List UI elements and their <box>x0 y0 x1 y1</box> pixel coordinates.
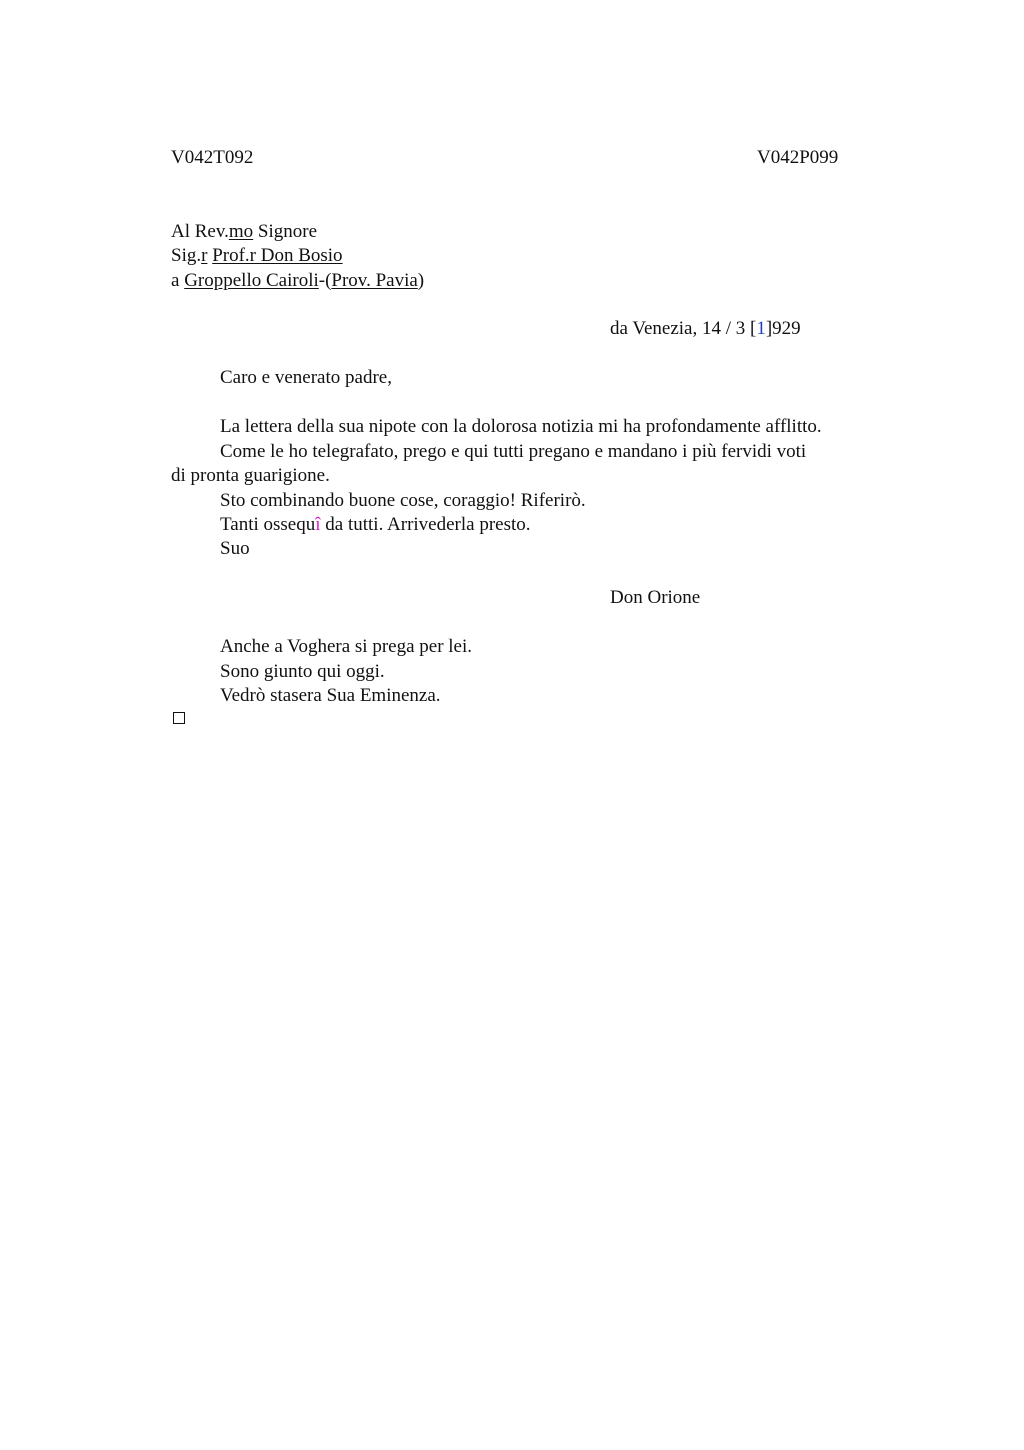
closing-word: Suo <box>220 538 250 559</box>
address-line-1 <box>171 220 317 244</box>
body-paragraph-4-suffix: da tutti. Arrivederla presto. <box>320 514 531 535</box>
recipient-province: Prov. Pavia <box>331 270 418 291</box>
signature: Don Orione <box>610 587 701 608</box>
dateline <box>610 317 801 341</box>
body-paragraph-4-prefix: Tanti ossequ <box>220 514 316 535</box>
address-line-3-prefix: a <box>171 270 185 291</box>
address-line-3-close: ) <box>417 270 425 291</box>
dateline-editorial-digit: 1 <box>756 318 766 339</box>
postscript-line-2: Sono giunto qui oggi. <box>220 661 385 682</box>
body-paragraph-2-line-1: Come le ho telegrafato, prego e qui tutti pregano e mandano i più fervidi voti <box>220 441 807 462</box>
body-paragraph-4 <box>220 513 531 537</box>
address-line-1-superscript: mo <box>228 221 254 242</box>
body-paragraph-3: Sto combinando buone cose, coraggio! Riferirò. <box>220 490 586 511</box>
editorial-accent: î <box>315 514 321 535</box>
body-paragraph-1: La lettera della sua nipote con la dolorosa notizia mi ha profondamente afflitto. <box>220 416 822 437</box>
address-line-3 <box>171 269 424 293</box>
address-line-1-suffix: Signore <box>253 221 318 242</box>
dateline-suffix: ]929 <box>765 318 801 339</box>
body-paragraph-2-line-2: di pronta guarigione. <box>171 465 330 486</box>
address-line-2-prefix: Sig. <box>171 245 202 266</box>
postscript-line-1: Anche a Voghera si prega per lei. <box>220 636 473 657</box>
recipient-city: Groppello Cairoli <box>184 270 319 291</box>
address-line-3-separator: -( <box>318 270 332 291</box>
address-line-2-superscript: r <box>201 245 208 266</box>
salutation: Caro e venerato padre, <box>220 367 392 388</box>
address-line-1-prefix: Al Rev. <box>171 221 229 242</box>
document-code-right: V042P099 <box>757 147 839 168</box>
dateline-prefix: da Venezia, 14 / 3 [ <box>610 318 757 339</box>
postscript-line-3: Vedrò stasera Sua Eminenza. <box>220 685 441 706</box>
document-code-left: V042T092 <box>171 147 254 168</box>
address-line-2 <box>171 244 343 268</box>
recipient-name: Prof.r Don Bosio <box>212 245 343 266</box>
end-marker-box <box>173 712 185 724</box>
